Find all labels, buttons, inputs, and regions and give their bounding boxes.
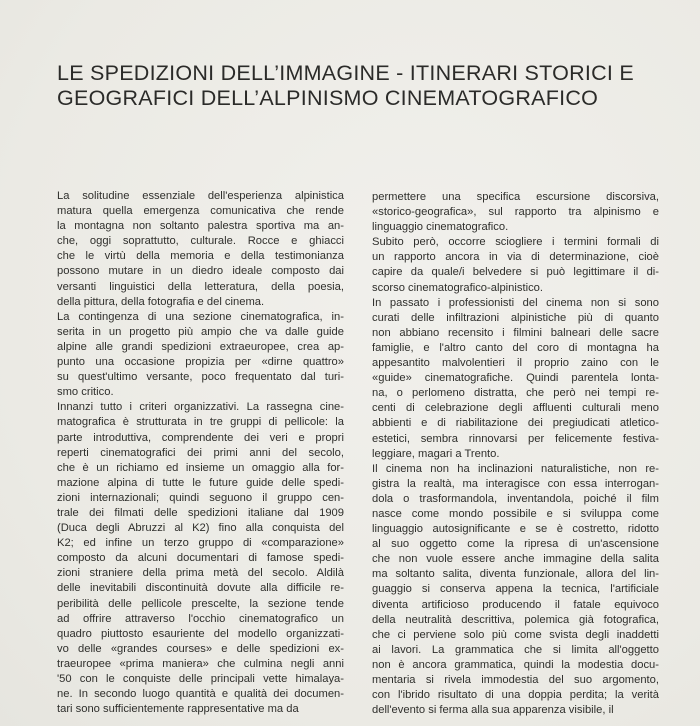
paragraph (57, 400, 344, 717)
text-line: permettere una specifica escursione discorsiva, (372, 191, 659, 203)
text-line: che non vuole essere anche immagine della salita (372, 553, 659, 566)
text-line: delle inevitabili discontinuità dovute alla difficile re- (57, 582, 344, 595)
text-line: estetici, sembra rinnovarsi per felicemente festiva- (372, 432, 659, 445)
text-line: capire da quale/i belvedere si può legittimare il di- (372, 266, 659, 279)
text-line: tari sono sufficientemente rappresentative ma da (57, 703, 299, 716)
text-line: punto una occasione propizia per «dirne quattro» (57, 356, 344, 369)
text-line: diventa artificioso producendo il fatale equivoco (372, 598, 659, 611)
text-line: un rapporto ancora in via di determinazione, cioè (372, 251, 659, 264)
text-line: leggiare, magari a Trento. (372, 447, 500, 460)
text-line: su quest'ultimo versante, poco frequentato dal turi- (57, 371, 344, 384)
text-line: ne. In secondo luogo quantità e qualità dei documen- (57, 688, 344, 701)
text-line: «guide» cinematografiche. Quindi parentela lonta- (372, 372, 659, 385)
text-line: ad offrire attraverso l'occhio cinematografico un (57, 612, 344, 625)
text-line: composto da alcuni documentari di famose spedi- (57, 552, 344, 565)
text-line: che le virtù della memoria e della testimonianza (57, 250, 344, 263)
text-line: non abbiano recensito i filmini balneari delle sacre (372, 326, 659, 339)
text-line: con l'ibrido risultato di una doppia perdita; la verità (372, 689, 659, 702)
text-line: matura quella emergenza comunicativa che rende (57, 205, 344, 218)
text-line: guaggio si conserva appena la tecnica, l'artificiale (372, 583, 659, 596)
paragraph (372, 190, 659, 235)
text-line: K2; ed infine un terzo gruppo di «comparazione» (57, 537, 344, 550)
text-line: traeuropee «prima maniera» che culmina negli anni (57, 657, 344, 670)
text-line: nasce come mondo possibile e si sviluppa come (372, 507, 659, 520)
text-line: matografica è strutturata in tre gruppi di pellicole: la (57, 416, 344, 429)
text-line: La contingenza di una sezione cinematografica, in- (57, 310, 344, 323)
text-line: curati delle infiltrazioni alpinistiche più di quanto (372, 311, 659, 324)
text-line: smo critico. (57, 386, 114, 399)
text-line: mazione alpina di tutte le future guide delle spedi- (57, 476, 344, 489)
text-line: «storico-geografica», sul rapporto tra alpinismo e (372, 206, 659, 219)
text-line: della neutralità descrittiva, polemica già fotografica, (372, 613, 659, 626)
paragraph (57, 310, 344, 401)
text-line: gistra la realtà, ma interagisce con essa interrogan- (372, 477, 659, 490)
title-line-1: LE SPEDIZIONI DELL’IMMAGINE - ITINERARI STORICI E (57, 61, 634, 85)
text-line: non è ancora grammatica, quindi la modestia docu- (372, 658, 659, 671)
text-line: che è un richiamo ed insieme un omaggio alla for- (57, 461, 344, 474)
title-line-2: GEOGRAFICI DELL’ALPINISMO CINEMATOGRAFICO (57, 86, 599, 110)
text-line: '50 con le conquiste delle principali vette himalaya- (57, 673, 344, 685)
text-line: famiglie, e l'altro canto del coro di montagna ha (372, 341, 659, 354)
text-line: appesantito malvolentieri il proprio zaino con le (372, 357, 659, 370)
text-line: reperti cinematografici dei primi anni del secolo, (57, 446, 344, 459)
right-text-column (372, 190, 659, 718)
text-line: dell'evento si ferma alla sua apparenza visibile, il (372, 704, 614, 717)
text-line: La solitudine essenziale dell'esperienza alpinistica (57, 190, 344, 202)
paragraph (372, 235, 659, 295)
text-line: versanti linguistici della letteratura, della poesia, (57, 280, 344, 293)
text-line: che, oggi soprattutto, culturale. Rocce e ghiacci (57, 235, 344, 248)
text-line: centi di celebrazione degli affluenti culturali meno (372, 402, 659, 415)
text-line: zioni internazionali; quindi seguono il gruppo cen- (57, 491, 344, 504)
text-line: scorso cinematografico-alpinistico. (372, 281, 543, 294)
text-line: della pittura, della fotografia e del cinema. (57, 295, 265, 308)
text-line: mentaria si rivela immodestia del suo argomento, (372, 674, 659, 686)
paragraph (372, 296, 659, 462)
text-line: linguaggio cinematografico. (372, 221, 509, 234)
text-line: la montagna non soltanto palestra sportiva ma an- (57, 220, 344, 233)
text-line: na, o perlomeno distratta, che però nei tempi re- (372, 387, 659, 400)
text-line: Subito però, occorre sciogliere i termini formali di (372, 236, 659, 249)
left-text-column (57, 189, 344, 717)
text-line: ma soltanto salita, diventa funzionale, allora del lin- (372, 568, 659, 581)
text-line: serita in un progetto più ampio che va dalle guide (57, 325, 344, 338)
text-line: (Duca degli Abruzzi al K2) fino alla conquista del (57, 522, 344, 535)
text-line: alpine alle grandi spedizioni extraeuropee, crea ap- (57, 340, 344, 353)
text-line: ai lavori. La grammatica che si limita all'oggetto (372, 643, 659, 656)
text-line: parte introduttiva, comprendente dei veri e propri (57, 431, 344, 444)
text-line: dola o trasformandola, inventandola, poiché il film (372, 492, 659, 505)
page-title (57, 61, 667, 111)
text-line: zioni straniere della prima metà del secolo. Aldilà (57, 567, 344, 580)
paragraph (372, 462, 659, 719)
text-line: Innanzi tutto i criteri organizzativi. La rassegna cine- (57, 401, 344, 414)
text-line: peribilità delle pellicole prescelte, la sezione tende (57, 597, 344, 610)
text-line: In passato i professionisti del cinema non si sono (372, 296, 659, 309)
text-line: abbienti e di riabilitazione dei pregiudicati atletico- (372, 417, 659, 430)
text-line: linguaggio autosignificante e se è costretto, ridotto (372, 523, 659, 536)
text-line: Il cinema non ha inclinazioni naturalistiche, non re- (372, 462, 659, 475)
text-line: che ci perviene solo più come svista degli inaddetti (372, 628, 659, 641)
text-line: al suo oggetto come la ripresa di un'ascensione (372, 538, 659, 551)
paragraph (57, 189, 344, 310)
text-line: quadro piuttosto esauriente del modello organizzati- (57, 627, 344, 640)
text-line: trale dei filmati delle spedizioni italiane dal 1909 (57, 506, 344, 519)
text-line: possono mutare in un diedro ideale composto dai (57, 265, 344, 278)
text-line: vo delle «grandes courses» e delle spedizioni ex- (57, 642, 344, 655)
